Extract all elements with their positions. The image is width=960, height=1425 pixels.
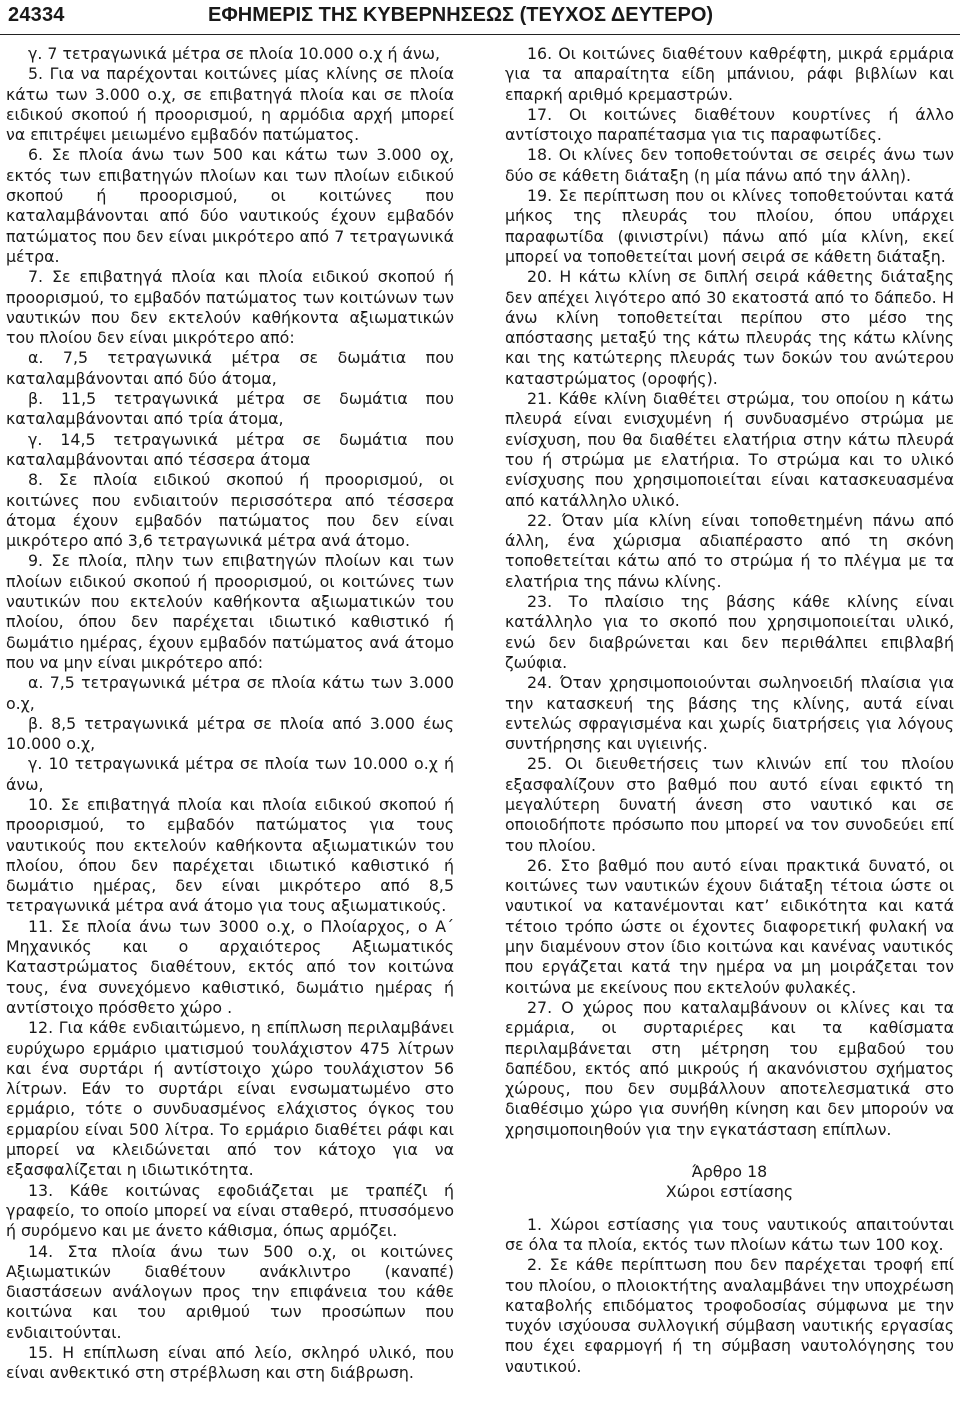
journal-title: ΕΦΗΜΕΡΙΣ ΤΗΣ ΚΥΒΕΡΝΗΣΕΩΣ (ΤΕΥΧΟΣ ΔΕΥΤΕΡΟ) [208, 4, 714, 26]
paragraph: 20. Η κάτω κλίνη σε διπλή σειρά κάθετης διάταξης δεν απέχει λιγότερο από 30 εκατοστά από το δάπεδο. Η άνω κλίνη τοποθετείται περίπου στο μέσο της απόστασης μεταξύ της κάτω πλευράς της κάτω κλίνης και της κατώτερης πλευράς των δοκών του ανώτερου καταστρώματος (οροφής). [505, 267, 954, 388]
paragraph: 26. Στο βαθμό που αυτό είναι πρακτικά δυνατό, οι κοιτώνες των ναυτικών έχουν διάταξη τέτοια ώστε οι ναυτικοί να κατανέμονται κατ’ ειδικότητα και κατά τέτοιο τρόπο ώστε οι έχοντες διαφορετική φυλακή να μην διαμένουν στον ίδιο κοιτώνα και κανένας ναυτικός που εργάζεται κατά την ημέρα να μη μοιράζεται τον κοιτώνα με εκείνους που εκτελούν φυλακές. [505, 855, 954, 997]
paragraph: 15. Η επίπλωση είναι από λείο, σκληρό υλικό, που είναι ανθεκτικό στη στρέβλωση και στη διάβρωση. [6, 1343, 454, 1383]
paragraph: 22. Όταν μία κλίνη είναι τοποθετημένη πάνω από άλλη, ένα χώρισμα αδιαπέραστο από τη σκόνη τοποθετείται κάτω από το στρώμα ή το πλέγμα με τα ελατήρια της πάνω κλίνης. [505, 510, 954, 591]
paragraph: γ. 7 τετραγωνικά μέτρα σε πλοία 10.000 ο.χ ή άνω, [28, 44, 441, 63]
paragraph: 12. Για κάθε ενδιαιτώμενο, η επίπλωση περιλαμβάνει ευρύχωρο ερμάριο ιματισμού τουλάχιστον 475 λίτρων και ένα συρτάρι ή αντίστοιχο χώρο τουλάχιστον 56 λίτρων. Εάν το συρτάρι είναι ενσωματωμένο στο ερμάριο, τότε ο συνδυασμένος ελάχιστος όγκος του ερμαρίου είναι 500 λίτρα. Το ερμάριο διαθέτει ράφι και μπορεί να κλειδώνεται από τον κάτοχο για να εξασφαλίζεται η ιδιωτικότητα. [6, 1018, 454, 1180]
paragraph: 27. Ο χώρος που καταλαμβάνουν οι κλίνες και τα ερμάρια, οι συρταριέρες και τα καθίσματα περιλαμβάνεται στη μέτρηση του εμβαδού του δαπέδου, εκτός από μικρούς ή ακανόνιστου σχήματος χώρους, που δεν συμβάλλουν αποτελεσματικά στο διαθέσιμο χώρο για συνήθη κίνηση και δεν μπορούν να χρησιμοποιηθούν για την εγκατάσταση επίπλων. [505, 997, 954, 1139]
paragraph: 13. Κάθε κοιτώνας εφοδιάζεται με τραπέζι ή γραφείο, το οποίο μπορεί να είναι σταθερό, πτυσσόμενο ή συρόμενο και με άνετο κάθισμα, όπως αρμόζει. [6, 1180, 454, 1241]
paragraph: 1. Χώροι εστίασης για τους ναυτικούς απαιτούνται σε όλα τα πλοία, εκτός των πλοίων κάτω των 100 κοχ. [505, 1214, 954, 1254]
paragraph: 25. Οι διευθετήσεις των κλινών επί του πλοίου εξασφαλίζουν στο βαθμό που αυτό είναι εφικτό τη μεγαλύτερη δυνατή άνεση στο ναυτικό και σε οποιοδήποτε πρόσωπο που μπορεί να τον συνοδεύει επί του πλοίου. [505, 754, 954, 855]
paragraph: 7. Σε επιβατηγά πλοία και πλοία ειδικού σκοπού ή προορισμού, το εμβαδόν πατώματος των κοιτώνων των ναυτικών που δεν εκτελούν καθήκοντα αξιωματικών του πλοίου δεν είναι μικρότερο από: [6, 267, 454, 348]
article-number: Άρθρο 18 [691, 1162, 768, 1182]
paragraph: 14. Στα πλοία άνω των 500 ο.χ, οι κοιτώνες Αξιωματικών διαθέτουν ανάκλιντρο (καναπέ) διαστάσεων ανάλογων προς την επιφάνεια του κάθε κοιτώνα και του αριθμού των προσώπων που ενδιαιτούνται. [6, 1241, 454, 1342]
paragraph: 19. Σε περίπτωση που οι κλίνες τοποθετούνται κατά μήκος της πλευράς του πλοίου, όπου υπάρχει παραφωτίδα (φινιστρίνι) πάνω από μία κλίνη, εκεί μπορεί να τοποθετείται μονή σειρά σε κάθετη διάταξη. [505, 186, 954, 266]
paragraph: 11. Σε πλοία άνω των 3000 ο.χ, ο Πλοίαρχος, ο Α΄ Μηχανικός και ο αρχαιότερος Αξιωματικός Καταστρώματος διαθέτουν, εκτός από τον κοιτώνα τους, ένα συνεχόμενο καθιστικό, δωμάτιο ημέρας ή αντίστοιχο πρόσθετο χώρο . [6, 916, 454, 1017]
paragraph: 9. Σε πλοία, πλην των επιβατηγών πλοίων και των πλοίων ειδικού σκοπού ή προορισμού, οι κοιτώνες των ναυτικών που εκτελούν καθήκοντα αξιωματικών του πλοίου, όπου δεν παρέχεται ιδιωτικό καθιστικό ή δωμάτιο ημέρας, έχουν εμβαδόν πατώματος ανά άτομο που να μην είναι μικρότερο από: [6, 551, 454, 672]
paragraph: γ. 14,5 τετραγωνικά μέτρα σε δωμάτια που καταλαμβάνονται από τέσσερα άτομα [6, 429, 454, 469]
paragraph: β. 11,5 τετραγωνικά μέτρα σε δωμάτια που καταλαμβάνονται από τρία άτομα, [6, 389, 454, 429]
paragraph: 24. Όταν χρησιμοποιούνται σωληνοειδή πλαίσια για την κατασκευή της βάσης της κλίνης, αυτά είναι εντελώς σφραγισμένα και χωρίς διατρήσεις για λόγους συντήρησης και υγιεινής. [505, 673, 954, 754]
article-title: Χώροι εστίασης [665, 1182, 794, 1202]
paragraph: 16. Οι κοιτώνες διαθέτουν καθρέφτη, μικρά ερμάρια για τα απαραίτητα είδη μπάνιου, ράφι βιβλίων και επαρκή αριθμό κρεμαστρών. [505, 44, 954, 104]
paragraph: 10. Σε επιβατηγά πλοία και πλοία ειδικού σκοπού ή προορισμού, το εμβαδόν πατώματος για τους ναυτικούς που εκτελούν καθήκοντα αξιωματικών του πλοίου, όπου δεν παρέχεται ιδιωτικό καθιστικό ή δωμάτιο ημέρας, δεν είναι μικρότερο από 8,5 τετραγωνικά μέτρα ανά άτομο για τους αξιωματικούς. [6, 794, 454, 916]
paragraph: 2. Σε κάθε περίπτωση που δεν παρέχεται τροφή επί του πλοίου, ο πλοιοκτήτης αναλαμβάνει την υποχρέωση καταβολής επιδόματος τροφοδοσίας σύμφωνα με την τυχόν ισχύουσα συλλογική σύμβαση ναυτικής εργασίας που έχει εφαρμογή ή τη σύμβαση ναυτολόγησης του ναυτικού. [505, 1255, 954, 1376]
spacer [505, 1203, 954, 1215]
paragraph: β. 8,5 τετραγωνικά μέτρα σε πλοία από 3.000 έως 10.000 ο.χ, [6, 713, 454, 754]
paragraph: 23. Το πλαίσιο της βάσης κάθε κλίνης είναι κατάλληλο για το σκοπό που χρησιμοποιείται υλικό, ενώ δεν διαβρώνεται και δεν περιθάλπει επιβλαβή ζωύφια. [505, 592, 954, 672]
page-number: 24334 [8, 4, 65, 26]
paragraph: 8. Σε πλοία ειδικού σκοπού ή προορισμού, οι κοιτώνες που ενδιαιτούν περισσότερα από τέσσερα άτομα έχουν εμβαδόν πατώματος που δεν είναι μικρότερο από 3,6 τετραγωνικά μέτρα ανά άτομο. [6, 470, 454, 551]
paragraph: α. 7,5 τετραγωνικά μέτρα σε δωμάτια που καταλαμβάνονται από δύο άτομα, [6, 348, 454, 388]
paragraph: α. 7,5 τετραγωνικά μέτρα σε πλοία κάτω των 3.000 ο.χ, [6, 673, 454, 713]
paragraph: 6. Σε πλοία άνω των 500 και κάτω των 3.000 οχ, εκτός των επιβατηγών πλοίων και των πλοίων ειδικού σκοπού ή προορισμού, οι κοιτώνες που καταλαμβάνονται από δύο ναυτικούς έχουν εμβαδόν πατώματος που δεν είναι μικρότερο από 7 τετραγωνικά μέτρα. [6, 145, 454, 266]
paragraph: 18. Οι κλίνες δεν τοποθετούνται σε σειρές άνω των δύο σε κάθετη διάταξη (η μία πάνω από την άλλη). [505, 145, 954, 185]
left-column [6, 44, 454, 1384]
right-column [505, 44, 954, 1377]
paragraph: 21. Κάθε κλίνη διαθέτει στρώμα, του οποίου η κάτω πλευρά είναι ενισχυμένη ή συνδυασμένο στρώμα με ενίσχυση, που θα διαθέτει ελατήρια στην κάτω πλευρά του ή στρώμα με ελατήρια. Το στρώμα και το υλικό ενίσχυσης που χρησιμοποιείται είναι κατασκευασμένα από κατάλληλο υλικό. [505, 389, 954, 510]
paragraph: γ. 10 τετραγωνικά μέτρα σε πλοία των 10.000 ο.χ ή άνω, [6, 754, 454, 794]
paragraph: 17. Οι κοιτώνες διαθέτουν κουρτίνες ή άλλο αντίστοιχο παραπέτασμα για τις παραφωτίδες. [505, 104, 954, 145]
paragraph: 5. Για να παρέχονται κοιτώνες μίας κλίνης σε πλοία κάτω των 3.000 ο.χ, σε επιβατηγά πλοία και σε πλοία ειδικού σκοπού ή προορισμού, η αρμόδια αρχή μπορεί να επιτρέψει μειωμένο εμβαδόν πατώματος. [6, 64, 454, 145]
page-header [0, 0, 960, 46]
header-rule [0, 34, 960, 35]
